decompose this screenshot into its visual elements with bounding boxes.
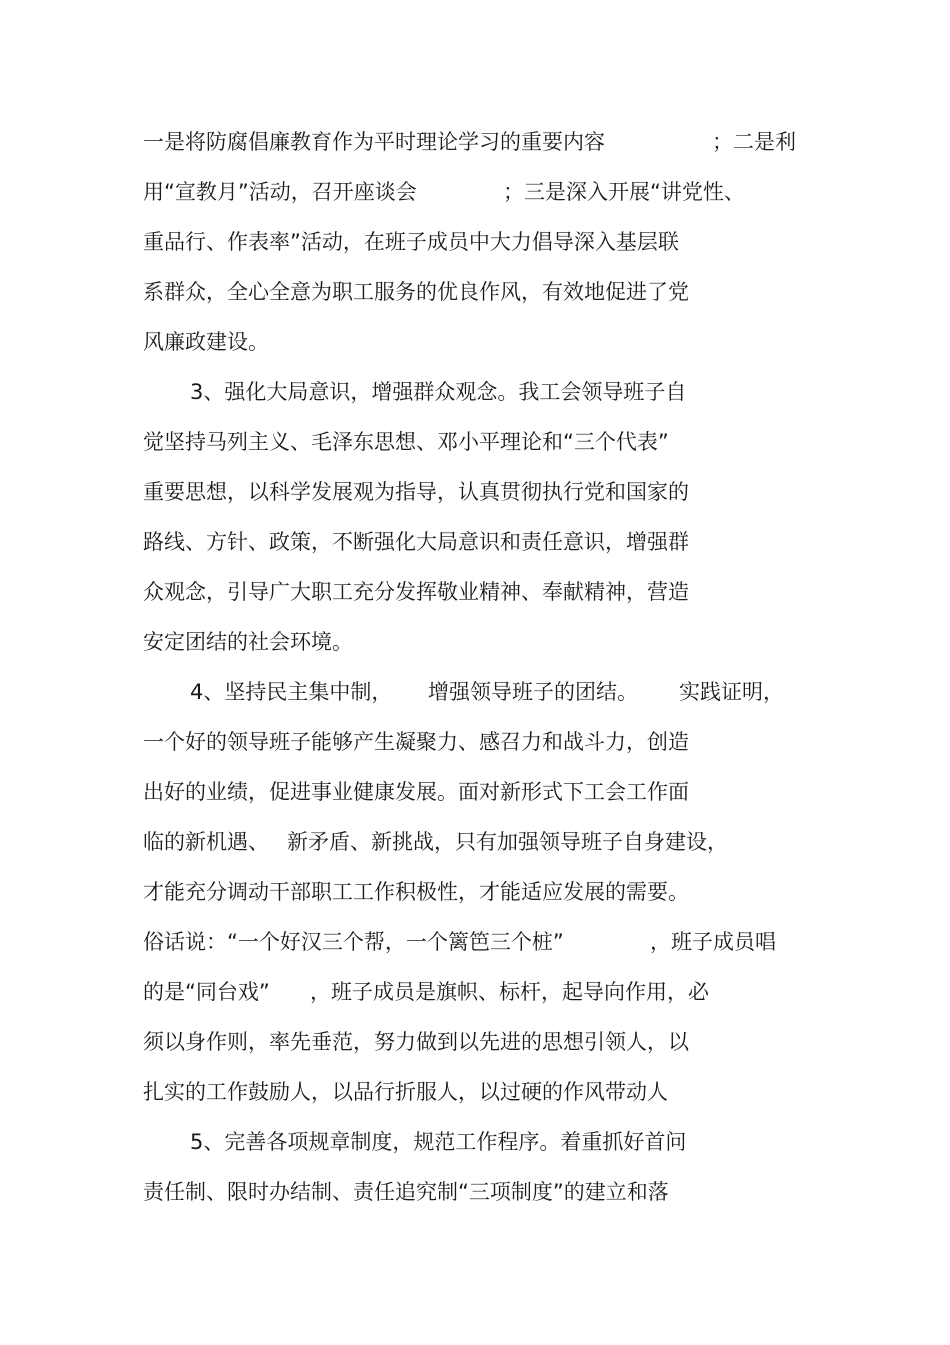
text-line: [0, 977, 950, 1007]
text-line: [0, 927, 950, 957]
text-line: [0, 177, 950, 207]
text-line: [0, 277, 950, 307]
text-line: [0, 627, 950, 657]
text-line: [0, 777, 950, 807]
text-line: [0, 1027, 950, 1057]
text-line: [0, 1177, 950, 1207]
text-line: [0, 677, 950, 707]
line-segment: 临的新机遇、: [143, 830, 269, 854]
line-segment: 出好的业绩，促进事业健康发展。面对新形式下工会工作面: [143, 780, 689, 804]
text-line: [0, 477, 950, 507]
line-segment: 一个好的领导班子能够产生凝聚力、感召力和战斗力，创造: [143, 730, 689, 754]
text-line: [0, 1077, 950, 1107]
line-segment: ，班子成员唱: [650, 930, 776, 954]
line-segment: 新矛盾、新挑战，只有加强领导班子自身建设，: [287, 830, 728, 854]
line-segment: 重要思想，以科学发展观为指导，认真贯彻执行党和国家的: [143, 480, 689, 504]
text-line: [0, 127, 950, 157]
line-segment: 觉坚持马列主义、毛泽东思想、邓小平理论和“三个代表”: [143, 430, 669, 454]
text-line: [0, 1127, 950, 1157]
line-segment: 路线、方针、政策，不断强化大局意识和责任意识，增强群: [143, 530, 689, 554]
text-line: [0, 577, 950, 607]
line-segment: 4、坚持民主集中制，: [190, 680, 393, 704]
line-segment: 增强领导班子的团结。: [428, 680, 638, 704]
line-segment: ，班子成员是旗帜、标杆，起导向作用，必: [310, 980, 709, 1004]
text-line: [0, 827, 950, 857]
line-segment: 系群众，全心全意为职工服务的优良作风，有效地促进了党: [143, 280, 689, 304]
line-segment: 众观念，引导广大职工充分发挥敬业精神、奉献精神，营造: [143, 580, 689, 604]
line-segment: 俗话说：“一个好汉三个帮，一个篱笆三个桩”: [143, 930, 564, 954]
line-segment: ；三是深入开展“讲党性、: [503, 180, 745, 204]
line-segment: 3、强化大局意识，增强群众观念。我工会领导班子自: [190, 380, 687, 404]
line-segment: 扎实的工作鼓励人，以品行折服人，以过硬的作风带动人: [143, 1080, 668, 1104]
line-segment: 一是将防腐倡廉教育作为平时理论学习的重要内容: [143, 130, 605, 154]
line-segment: 重品行、作表率”活动，在班子成员中大力倡导深入基层联: [143, 230, 679, 254]
text-line: [0, 227, 950, 257]
line-segment: 责任制、限时办结制、责任追究制“三项制度”的建立和落: [143, 1180, 669, 1204]
text-line: [0, 327, 950, 357]
line-segment: 的是“同台戏”: [143, 980, 270, 1004]
line-segment: 安定团结的社会环境。: [143, 630, 353, 654]
line-segment: ；二是利: [712, 130, 796, 154]
line-segment: 用“宣教月”活动，召开座谈会: [143, 180, 417, 204]
line-segment: 风廉政建设。: [143, 330, 269, 354]
text-line: [0, 727, 950, 757]
line-segment: 实践证明，: [679, 680, 784, 704]
line-segment: 须以身作则，率先垂范，努力做到以先进的思想引领人，以: [143, 1030, 689, 1054]
text-line: [0, 527, 950, 557]
text-line: [0, 427, 950, 457]
line-segment: 5、完善各项规章制度，规范工作程序。着重抓好首问: [190, 1130, 687, 1154]
text-line: [0, 877, 950, 907]
line-segment: 才能充分调动干部职工工作积极性，才能适应发展的需要。: [143, 880, 689, 904]
text-line: [0, 377, 950, 407]
